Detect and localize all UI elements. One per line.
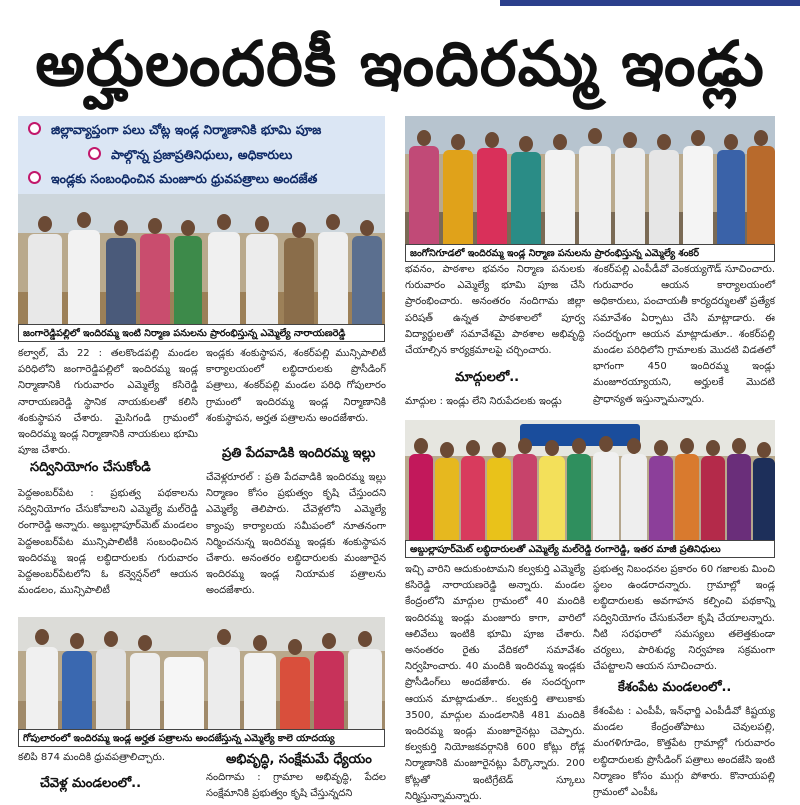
subheading: మాద్గులలో.. [455, 370, 520, 385]
subheading: చేవెళ్ల మండలంలో.. [40, 776, 142, 791]
subheading: సద్వినియోగం చేసుకోండి [30, 460, 151, 475]
news-photo-1 [18, 194, 385, 324]
article-text: కేశంపేట : ఎంపీపీ, ఇన్‌ఛార్జి ఎంపీడీవో కిష్టయ్య మండల కేంద్రంతోపాటు చెవులపల్లి, మంగళిగూడెం, కొత్తపేట గ్రామాల్లో గురువారం లబ్ధిదారులకు ప్రొసీడింగ్ పత్రాలు అందజేసి ఇంటి నిర్మాణం కోసం ముగ్గు పోశారు. కొనాయపల్లి గ్రామంలో ఎంపీఓ [593, 706, 775, 799]
photo-3-caption: అబ్దుల్లాపూర్‌మెట్ లబ్ధిదారులతో ఎమ్మెల్యే మల్‌రెడ్డి రంగారెడ్డి, ఇతర మాజీ ప్రతినిధులు [405, 540, 775, 558]
article-text: చేవెళ్లరూరల్ : ప్రతి పేదవాడికి ఇందిరమ్మ ఇల్లు నిర్మాణం కోసం ప్రభుత్వం కృషి చేస్తుందని ఎమ్మెల్యే తెలిపారు. చేవెళ్లలోని ఎమ్మెల్యే క్యాంపు కార్యాలయ సమీపంలో నూతనంగా నిర్మించనున్న ఇందిరమ్మ ఇండ్లకు శంకుస్థాపన చేశారు. అనంతరం లబ్ధిదారులకు మంజూరైన ఇందిరమ్మ ఇండ్ల నియామక పత్రాలను అందజేశారు. [206, 472, 386, 597]
photo-2-caption: జంగోనిగూడలో ఇందిరమ్మ ఇండ్ల నిర్మాణ పనులను ప్రారంభిస్తున్న ఎమ్మెల్యే శంకర్ [405, 244, 775, 262]
article-text: కలిపి 874 మందికి ధ్రువపత్రాలిచ్చారు. [18, 752, 166, 763]
subheading: ప్రతి పేదవాడికి ఇందిరమ్మ ఇల్లు [222, 446, 376, 461]
highlights-box [18, 116, 385, 194]
highlight-item: పాల్గొన్న ప్రజాప్రతినిధులు, అధికారులు [88, 147, 292, 166]
top-color-bar [500, 0, 800, 6]
news-photo-2 [405, 116, 775, 244]
article-text: ఇచ్చి వారిని ఆదుకుంటామని కల్వకుర్తి ఎమ్మెల్యే కసిరెడ్డి నారాయణరెడ్డి అన్నారు. మండల కేంద్రంలోని మాద్గుల గ్రామంలో 40 మందికి ఇందిరమ్మ ఇండ్లు మంజూరు కాగా, వారిలో ఆలివేలు ఇంటికి భూమి పూజ చేశారు. అనంతరం రైతు వేదికలో సమావేశం నిర్వహించారు. 40 మందికి ఇందిరమ్మ ఇండ్లకు ప్రొసీడింగ్‌లు అందజేశారు. ఈ సందర్భంగా ఆయన మాట్లాడుతూ.. కల్వకుర్తి తాలుకాకు 3500, మాద్గుల మండలానికి 481 మందికి ఇందిరమ్మ ఇండ్లు మంజూరైనట్లు చెప్పారు. కల్వకుర్తి నియోజకవర్గానికి 600 కోట్లు రోడ్ల నిర్మాణానికి మంజూరైనట్లు పేర్కొన్నారు. 200 కోట్లతో ఇంటిగ్రేటెడ్ స్కూలు నిర్మిస్తున్నామన్నారు. [405, 564, 585, 802]
highlight-item: ఇండ్లకు సంబంధించిన మంజూరు ధ్రువపత్రాలు అందజేత [28, 171, 317, 190]
page-headline: అర్హులందరికీ ఇందిరమ్మ ఇండ్లు [35, 27, 765, 100]
bullet-circle-icon [28, 171, 41, 184]
news-photo-4 [18, 617, 385, 729]
news-photo-3 [405, 420, 775, 540]
article-text: పెద్దఅంబర్‌పేట : ప్రభుత్వ పథకాలను సద్వినియోగం చేసుకోవాలని ఎమ్మెల్యే మల్‌రెడ్డి రంగారెడ్డి అన్నారు. అబ్దుల్లాపూర్‌మెట్ మండలం పెద్దఅంబర్‌పేట మున్సిపాలిటీకి సంబంధించిన ఇందిరమ్మ ఇండ్ల లబ్ధిదారులకు గురువారం పెద్దఅంబర్‌పేటలోని ఓ కన్వెన్షన్‌లో ఆయన మండలం, మున్సిపాలిటీ [18, 488, 198, 597]
article-text: నందిగామ : గ్రామాల అభివృద్ధి, పేదల సంక్షేమానికి ప్రభుత్వం కృషి చేస్తున్నదని [206, 772, 386, 800]
article-text: ప్రభుత్వ నిబంధనల ప్రకారం 60 గజాలకు మించి స్థలం ఉండరాదన్నారు. గ్రామాల్లో ఇండ్ల లబ్ధిదారులకు అవగాహన కల్పించి పథకాన్ని సద్వినియోగం చేసుకునేలా కృషి చేయాలన్నారు. నీటి సరఫరాలో సమస్యలు తలెత్తకుండా చర్యలు, పారిశుధ్య నిర్వహణ సక్రమంగా చేపట్టాలని ఆయన సూచించారు. [593, 564, 775, 673]
article-text: భవనం, పాఠశాల భవనం నిర్మాణ పనులకు గురువారం ఎమ్మెల్యే భూమి పూజ చేసి ప్రారంభించారు. అనంతరం నందిగామ జిల్లా పరిషత్ ఉన్నత పాఠశాలలో పూర్వ విద్యార్థులతో సమావేశమై పాఠశాల అభివృద్ధి చేయాల్సిన కార్యక్రమాలపై చర్చించారు. [405, 264, 585, 357]
bullet-circle-icon [88, 147, 101, 160]
photo-1-caption: జంగారెడ్డిపల్లిలో ఇందిరమ్మ ఇంటి నిర్మాణ పనులను ప్రారంభిస్తున్న ఎమ్మెల్యే నారాయణరెడ్డి [18, 324, 385, 342]
article-text: ఇండ్లకు శంకుస్థాపన, శంకర్‌పల్లి మున్సిపాలిటీ కార్యాలయంలో లబ్ధిదారులకు ప్రొసీడింగ్ పత్రాలు, శంకర్‌పల్లి మండల పరిధి గోపులారం గ్రామంలో ఇందిరమ్మ ఇండ్ల నిర్మాణానికి శంకుస్థాపన, అర్హత పత్రాలను అందజేశారు. [206, 348, 386, 424]
bullet-circle-icon [28, 122, 41, 135]
highlight-item: జిల్లావ్యాప్తంగా పలు చోట్ల ఇండ్ల నిర్మాణానికి భూమి పూజ [28, 122, 321, 141]
article-text: కల్వాల్, మే 22 : తలకొండపల్లి మండల పరిధిలోని జంగారెడ్డిపల్లిలో ఇందిరమ్మ ఇండ్ల నిర్మాణానికి గురువారం ఎమ్మెల్యే కసిరెడ్డి నారాయణరెడ్డి స్థానిక నాయకులతో కలిసి శంకుస్థాపన చేశారు. మైసిగండి గ్రామంలో ఇందిరమ్మ ఇండ్ల నిర్మాణానికి నాయకులు భూమి పూజ చేశారు. [18, 348, 198, 457]
photo-4-caption: గోపులారంలో ఇందిరమ్మ ఇండ్ల అర్హత పత్రాలను అందజేస్తున్న ఎమ్మెల్యే కాలె యాదయ్య [18, 729, 385, 747]
subheading: కేశంపేట మండలంలో.. [618, 680, 732, 695]
article-text: శంకర్‌పల్లి ఎంపీడీవో వెంకయ్యగౌడ్ సూచించారు. గురువారం ఆయన కార్యాలయంలో అధికారులు, పంచాయతీ కార్యదర్శులతో ప్రత్యేక సమావేశం ఏర్పాటు చేసి మాట్లాడారు. ఈ సందర్భంగా ఆయన మాట్లాడుతూ.. శంకర్‌పల్లి మండల పరిధిలోని గ్రామాలకు మొదటి విడతలో భాగంగా 450 ఇందిరమ్మ ఇండ్లు మంజూరయ్యాయని, అర్హులకే మొదటి ప్రాధాన్యత ఇస్తున్నామన్నారు. [593, 264, 775, 405]
article-text: మాద్గుల : ఇండ్లు లేని నిరుపేదలకు ఇండ్లు [405, 396, 562, 407]
subheading: అభివృద్ధి, సంక్షేమమే ధ్యేయం [226, 752, 372, 767]
